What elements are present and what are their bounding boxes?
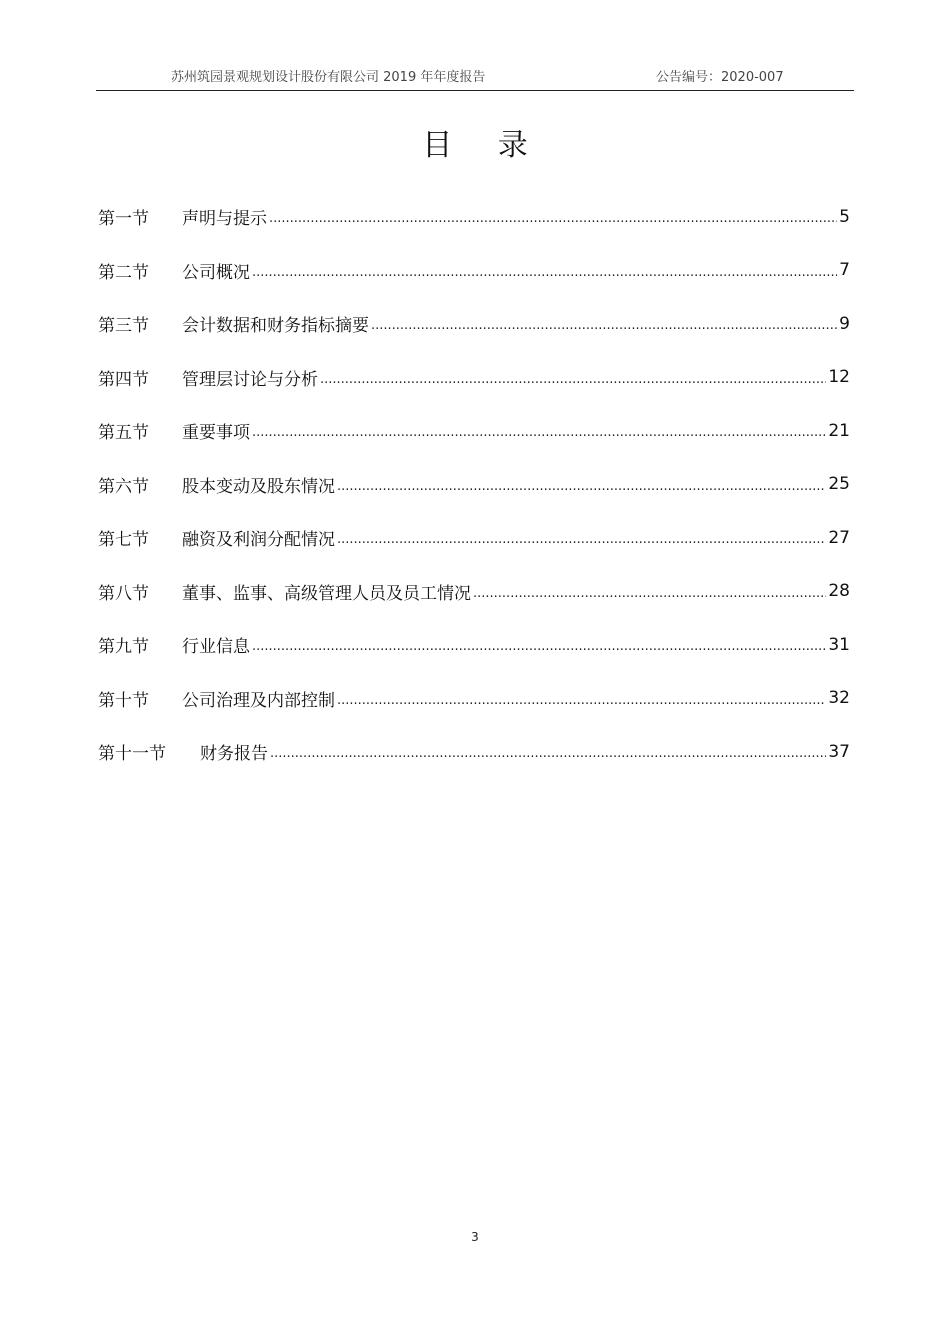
toc-entry[interactable] [98,190,850,244]
toc-section: 第五节 [98,423,149,444]
toc-title: 会计数据和财务指标摘要 [182,316,369,337]
toc-leader [252,425,826,440]
header-company: 苏州筑园景观规划设计股份有限公司 2019 年年度报告 [171,70,486,85]
toc-leader [252,265,837,280]
toc-leader [252,639,826,654]
toc-section: 第四节 [98,369,149,390]
toc-title: 融资及利润分配情况 [182,530,335,551]
toc-entry[interactable] [98,351,850,405]
toc-title: 行业信息 [182,637,250,658]
toc-page: 5 [839,206,850,227]
toc-leader [337,693,826,708]
toc-leader [270,746,826,761]
toc-leader [371,318,837,333]
header-notice-number: 公告编号：2020-007 [656,70,784,85]
toc-page: 28 [828,581,850,602]
toc-page: 37 [828,741,850,762]
toc-page: 9 [839,313,850,334]
toc-title: 股本变动及股东情况 [182,476,335,497]
toc-page: 32 [828,688,850,709]
toc-title: 董事、监事、高级管理人员及员工情况 [182,583,471,604]
toc-leader [320,372,826,387]
toc-entry[interactable] [98,297,850,351]
toc-leader [269,211,837,226]
toc-leader [337,479,826,494]
toc-leader [337,532,826,547]
toc-title: 财务报告 [200,744,268,765]
table-of-contents [98,190,850,779]
toc-section: 第一节 [98,209,149,230]
toc-title: 管理层讨论与分析 [182,369,318,390]
toc-entry[interactable] [98,618,850,672]
toc-section: 第十节 [98,690,149,711]
toc-title: 公司治理及内部控制 [182,690,335,711]
toc-entry[interactable] [98,458,850,512]
toc-page: 25 [828,474,850,495]
page-header [96,60,854,91]
toc-section: 第八节 [98,583,149,604]
toc-section: 第六节 [98,476,149,497]
page-title: 目 录 [422,128,546,163]
toc-page: 21 [828,420,850,441]
toc-entry[interactable] [98,725,850,779]
toc-page: 7 [839,260,850,281]
toc-title: 声明与提示 [182,209,267,230]
toc-title: 重要事项 [182,423,250,444]
page-number: 3 [471,1230,479,1244]
toc-page: 27 [828,527,850,548]
toc-title: 公司概况 [182,262,250,283]
toc-section: 第三节 [98,316,149,337]
toc-section: 第九节 [98,637,149,658]
toc-section: 第二节 [98,262,149,283]
toc-entry[interactable] [98,672,850,726]
toc-entry[interactable] [98,404,850,458]
toc-entry[interactable] [98,565,850,619]
toc-page: 12 [828,367,850,388]
toc-entry[interactable] [98,244,850,298]
toc-page: 31 [828,634,850,655]
toc-leader [473,586,826,601]
toc-section: 第七节 [98,530,149,551]
toc-section: 第十一节 [98,744,166,765]
toc-entry[interactable] [98,511,850,565]
